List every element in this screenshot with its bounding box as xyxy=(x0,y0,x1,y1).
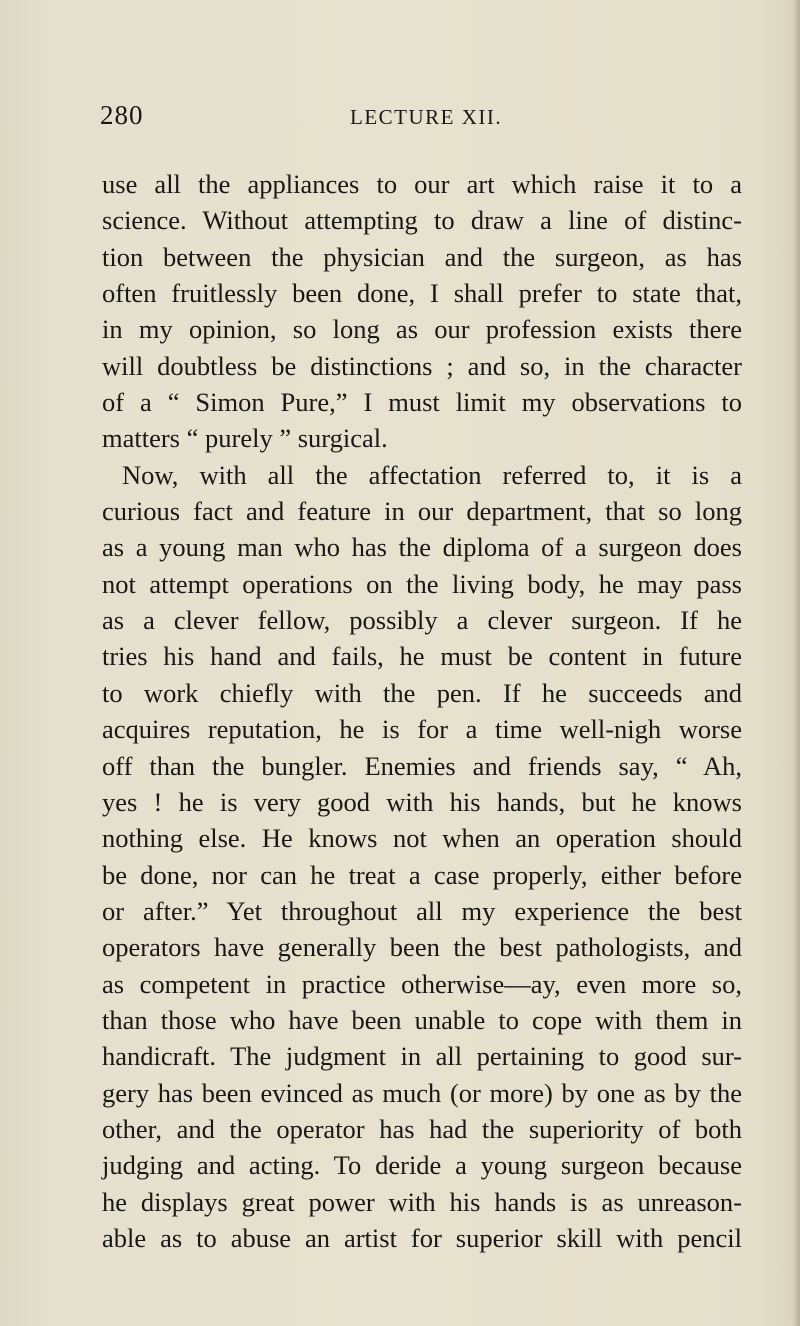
text-line: as a young man who has the diploma of a surgeon does xyxy=(102,532,742,563)
text-line: not attempt operations on the living body, he may pass xyxy=(102,568,742,599)
text-line: will doubtless be distinctions ; and so, in the character xyxy=(102,350,742,381)
text-line: to work chiefly with the pen. If he succeeds and xyxy=(102,677,742,708)
text-line: as competent in practice otherwise—ay, even more so, xyxy=(102,968,742,999)
text-line: acquires reputation, he is for a time well-nigh worse xyxy=(102,714,742,745)
text-line: matters “ purely ” surgical. xyxy=(102,423,388,454)
text-line: tion between the physician and the surgeon, as has xyxy=(102,241,742,272)
text-line: operators have generally been the best pathologists, and xyxy=(102,932,742,963)
text-line: curious fact and feature in our department, that so long xyxy=(102,496,742,527)
page-edge-shadow xyxy=(792,0,800,1326)
text-line: handicraft. The judgment in all pertaining to good sur- xyxy=(102,1041,742,1072)
body-text xyxy=(102,166,742,1256)
page-number: 280 xyxy=(100,100,144,130)
text-line: be done, nor can he treat a case properly, either before xyxy=(102,859,742,890)
text-line: nothing else. He knows not when an operation should xyxy=(102,823,742,854)
text-line: use all the appliances to our art which raise it to a xyxy=(102,169,742,199)
text-line: judging and acting. To deride a young surgeon because xyxy=(102,1150,742,1181)
text-line: science. Without attempting to draw a line of distinc- xyxy=(102,205,742,236)
text-line: as a clever fellow, possibly a clever surgeon. If he xyxy=(102,605,742,636)
text-line: gery has been evinced as much (or more) by one as by the xyxy=(102,1077,742,1108)
text-line: Now, with all the affectation referred to, it is a xyxy=(122,459,742,490)
text-line: yes ! he is very good with his hands, but he knows xyxy=(102,786,742,817)
text-line: in my opinion, so long as our profession exists there xyxy=(102,314,742,345)
text-line: of a “ Simon Pure,” I must limit my observations to xyxy=(102,387,742,418)
text-line: able as to abuse an artist for superior skill with pencil xyxy=(102,1222,742,1253)
text-line: or after.” Yet throughout all my experience the best xyxy=(102,895,742,926)
text-line: often fruitlessly been done, I shall prefer to state that, xyxy=(102,278,742,309)
text-line: other, and the operator has had the superiority of both xyxy=(102,1113,742,1144)
running-head: LECTURE XII. xyxy=(350,105,503,129)
text-line: than those who have been unable to cope with them in xyxy=(102,1004,742,1035)
page-header xyxy=(100,100,740,140)
text-line: he displays great power with his hands is as unreason- xyxy=(102,1186,742,1217)
text-line: off than the bungler. Enemies and friends say, “ Ah, xyxy=(102,750,742,781)
text-line: tries his hand and fails, he must be content in future xyxy=(102,641,742,672)
